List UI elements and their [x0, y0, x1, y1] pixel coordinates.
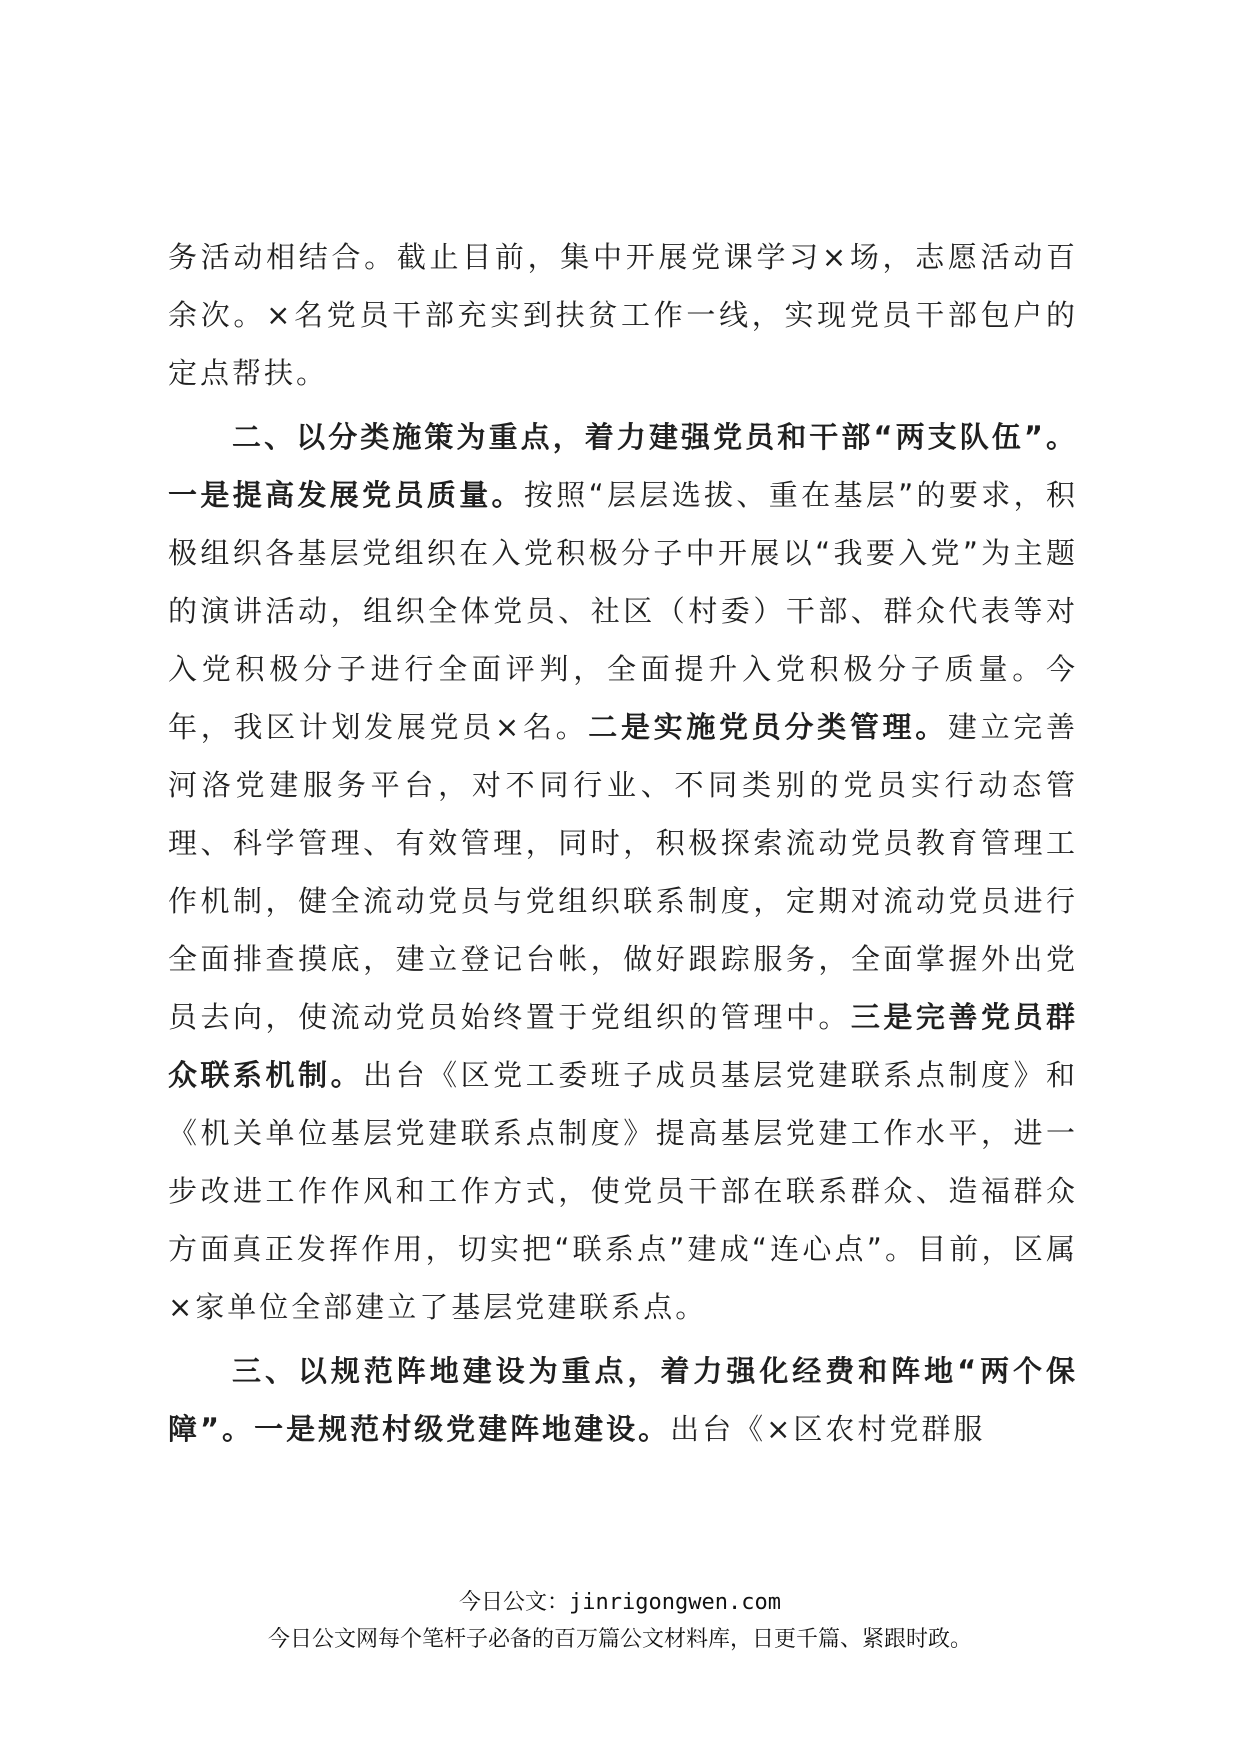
- section-two-point-three-text: 出台《区党工委班子成员基层党建联系点制度》和《机关单位基层党建联系点制度》提高基层党建工作水平，进一步改进工作作风和工作方式，使党员干部在联系群众、造福群众方面真正发挥作用，切实把“联系点”建成“连心点”。目前，区属×家单位全部建立了基层党建联系点。: [168, 1058, 1078, 1324]
- footer-site-link[interactable]: jinrigongwen.com: [569, 1590, 781, 1615]
- paragraph-section-two: [168, 408, 1078, 1336]
- section-two-point-two-text: 建立完善河洛党建服务平台，对不同行业、不同类别的党员实行动态管理、科学管理、有效管理，同时，积极探索流动党员教育管理工作机制，健全流动党员与党组织联系制度，定期对流动党员进行全面排查摸底，建立登记台帐，做好跟踪服务，全面掌握外出党员去向，使流动党员始终置于党组织的管理中。: [168, 710, 1078, 1034]
- footer-label: 今日公文：: [459, 1590, 570, 1615]
- footer-source-line: [0, 1586, 1240, 1620]
- section-two-point-two-title: 二是实施党员分类管理。: [588, 710, 948, 744]
- paragraph-section-three: [168, 1342, 1078, 1458]
- section-two-heading: 二、以分类施策为重点，着力建强党员和干部“两支队伍”。: [232, 420, 1078, 454]
- paragraph-continuation: 务活动相结合。截止目前，集中开展党课学习×场，志愿活动百余次。×名党员干部充实到扶贫工作一线，实现党员干部包户的定点帮扶。: [168, 240, 1078, 390]
- section-two-point-one-text: 按照“层层选拔、重在基层”的要求，积极组织各基层党组织在入党积极分子中开展以“我要入党”为主题的演讲活动，组织全体党员、社区（村委）干部、群众代表等对入党积极分子进行全面评判，全面提升入党积极分子质量。今年，我区计划发展党员×名。: [168, 478, 1078, 744]
- section-three-point-one-text: 出台《×区农村党群服: [670, 1412, 986, 1446]
- section-three-heading: 三、以规范阵地建设为重点，着力强化经费和阵地“两个保障”。: [168, 1354, 1078, 1446]
- section-two-point-three-title: 三是完善党员群众联系机制。: [168, 1000, 1078, 1092]
- section-three-point-one-title: 一是规范村级党建阵地建设。: [254, 1412, 671, 1446]
- footer-slogan: 今日公文网每个笔杆子必备的百万篇公文材料库，日更千篇、紧跟时政。: [267, 1627, 972, 1652]
- document-body: [168, 228, 1078, 1458]
- page-footer: [0, 1586, 1240, 1658]
- section-two-point-one-title: 一是提高发展党员质量。: [168, 478, 524, 512]
